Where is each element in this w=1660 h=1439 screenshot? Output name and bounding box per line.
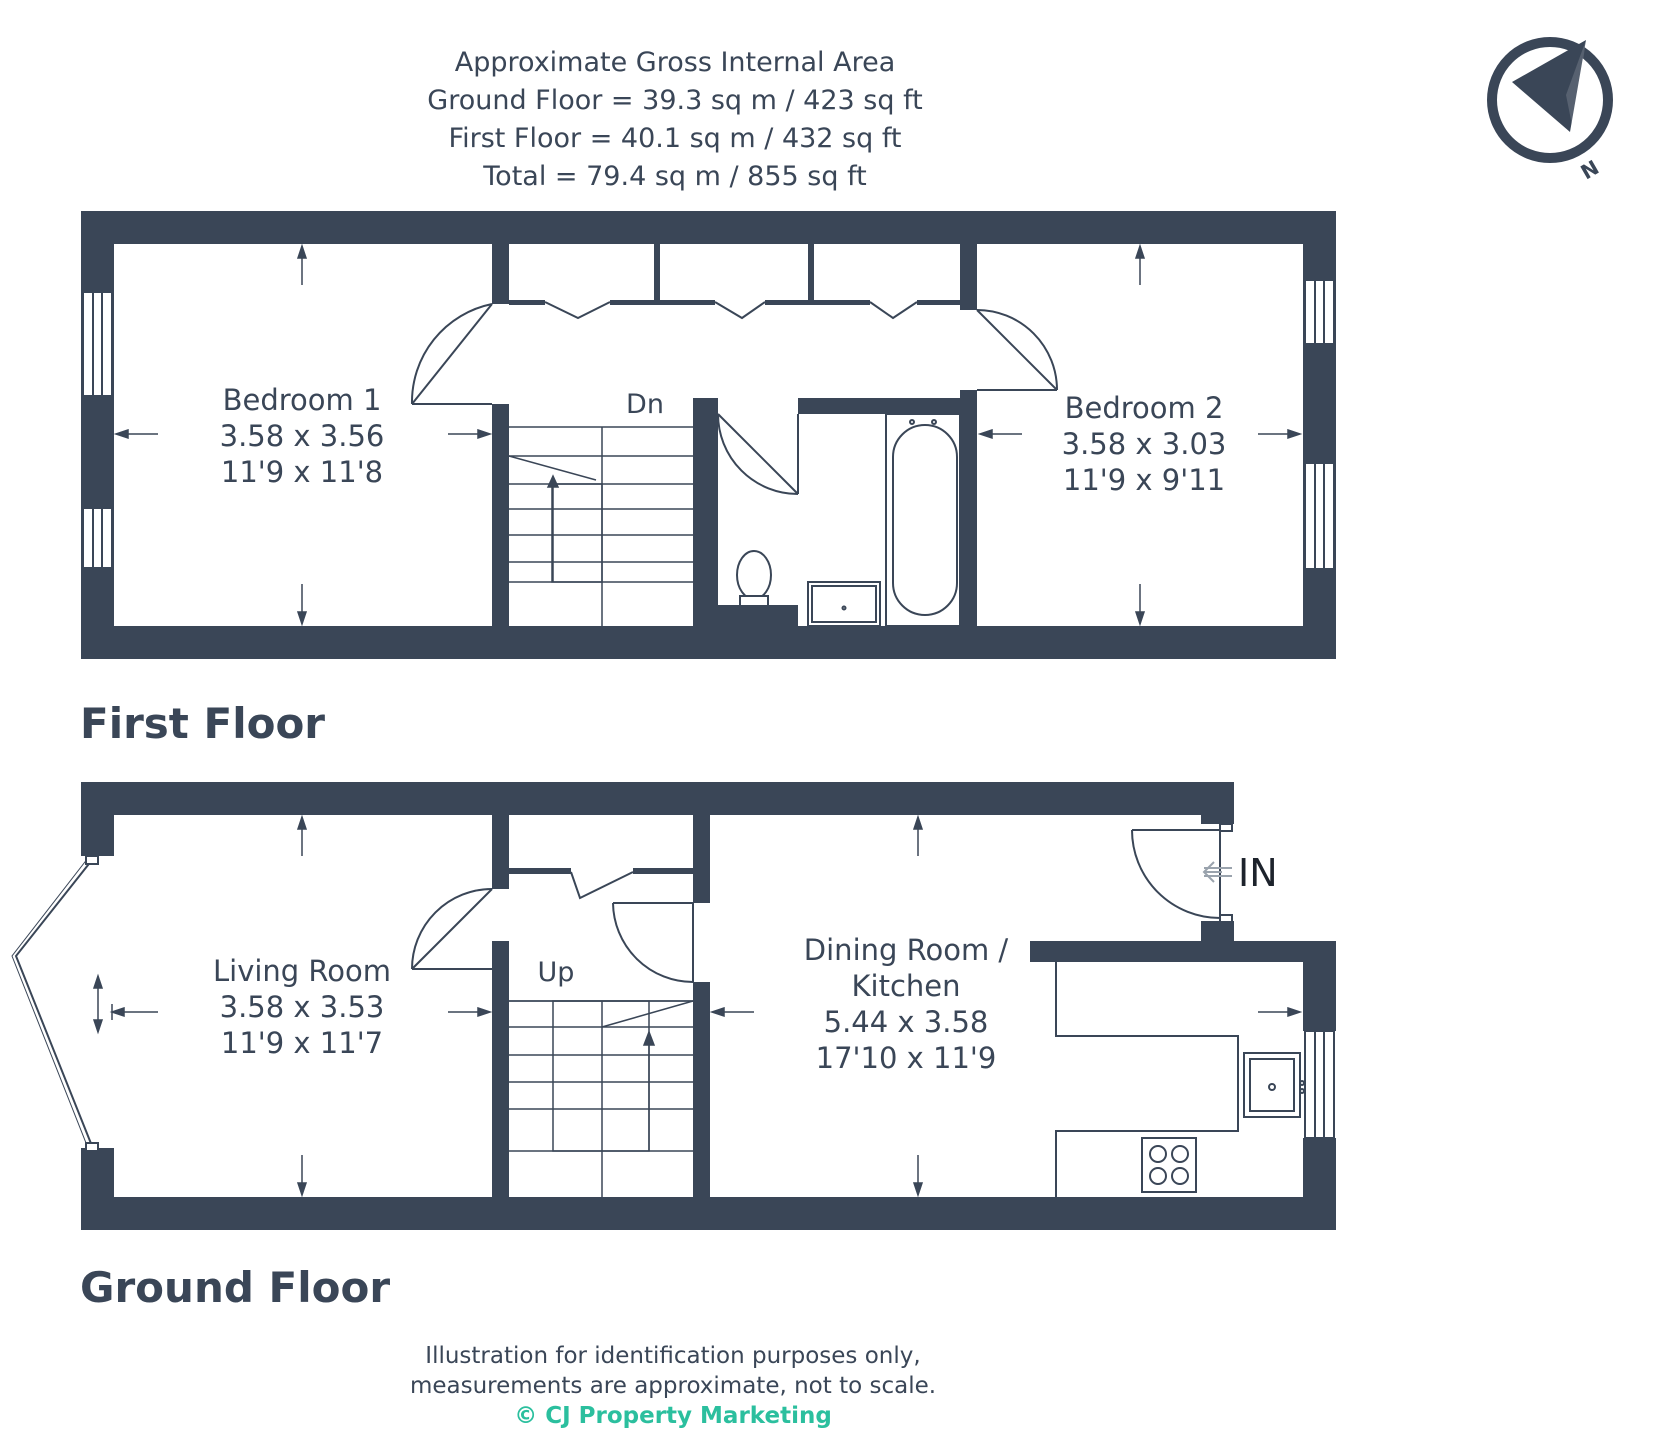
kitchen-imperial: 17'10 x 11'9: [815, 1041, 997, 1075]
ground-floor-plan: [12, 782, 1336, 1230]
bedroom-1-name: Bedroom 1: [222, 383, 382, 417]
entrance-marker: [1204, 851, 1278, 895]
stairs-down-label: Dn: [626, 389, 664, 420]
kitchen-name-line2: Kitchen: [851, 969, 961, 1003]
kitchen-metric: 5.44 x 3.58: [823, 1005, 989, 1039]
bedroom-1-metric: 3.58 x 3.56: [219, 419, 385, 453]
bedroom-2-imperial: 11'9 x 9'11: [1062, 463, 1226, 497]
first-floor-stairs: [509, 389, 693, 626]
area-summary: [427, 47, 922, 192]
ground-floor-title: Ground Floor: [80, 1263, 391, 1312]
copyright: © CJ Property Marketing: [514, 1403, 832, 1429]
compass-icon: [1492, 40, 1608, 184]
first-floor-title: First Floor: [80, 699, 326, 748]
footer: [410, 1343, 936, 1429]
living-room-metric: 3.58 x 3.53: [219, 990, 385, 1024]
kitchen-units: [1056, 962, 1304, 1197]
disclaimer-line2: measurements are approximate, not to scale.: [409, 1373, 937, 1399]
bedroom-1-imperial: 11'9 x 11'8: [220, 455, 384, 489]
area-title: Approximate Gross Internal Area: [454, 47, 896, 78]
disclaimer-line1: Illustration for identification purposes only,: [425, 1343, 921, 1369]
bedroom-1-label: [220, 383, 385, 489]
area-first-floor: First Floor = 40.1 sq m / 432 sq ft: [448, 123, 902, 154]
area-ground-floor: Ground Floor = 39.3 sq m / 423 sq ft: [427, 85, 923, 116]
kitchen-label: [804, 933, 1009, 1075]
garden-bifold-doors: [12, 856, 98, 1151]
first-floor-plan: [81, 211, 1336, 659]
north-label: N: [1576, 155, 1604, 185]
stairs-up-label: Up: [537, 957, 575, 988]
bedroom-2-name: Bedroom 2: [1064, 391, 1224, 425]
living-room-imperial: 11'9 x 11'7: [220, 1026, 384, 1060]
bedroom-2-metric: 3.58 x 3.03: [1061, 427, 1227, 461]
ground-floor-stairs: [509, 957, 693, 1197]
bathroom-fixtures: [737, 414, 960, 626]
area-total: Total = 79.4 sq m / 855 sq ft: [483, 161, 867, 192]
entrance-label: IN: [1238, 851, 1278, 895]
kitchen-name-line1: Dining Room /: [803, 933, 1009, 967]
kitchen-window: [1305, 1031, 1334, 1138]
bedroom-2-label: [1062, 391, 1227, 497]
entrance-arrow-icon: [1204, 862, 1232, 882]
living-room-name: Living Room: [212, 954, 392, 988]
living-room-label: [213, 954, 391, 1060]
